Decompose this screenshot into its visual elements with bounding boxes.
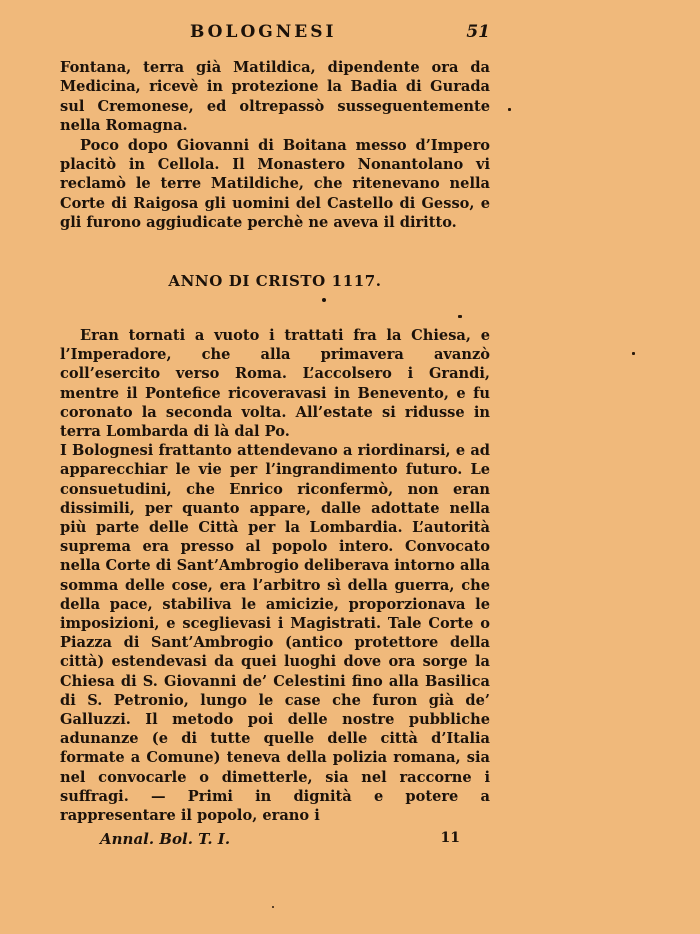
page-header: [60, 22, 490, 44]
ink-speck: [508, 108, 511, 111]
ink-speck: [632, 352, 635, 355]
page-footer: [100, 830, 460, 850]
signature-mark: Annal. Bol. T. I.: [100, 830, 231, 848]
text-block-bottom: [60, 326, 490, 825]
text-block-top: [60, 58, 490, 233]
paragraph: I Bolognesi frattanto attendevano a riordinarsi, e ad apparecchiar le vie per l’ingrandimento futuro. Le consuetudini, che Enrico riconfermò, non eran dissimili, per quanto appare, dalle adottate nella più parte delle Città per la Lombardia. L’autorità suprema era presso al popolo intero. Convocato nella Corte di Sant’Ambrogio deliberava intorno alla somma delle cose, era l’arbitro sì della guerra, che della pace, stabiliva le amicizie, proporzionava le imposizioni, e sceglievasi i Magistrati. Tale Corte o Piazza di Sant’Ambrogio (antico protettore della città) estendevasi da quei luoghi dove ora sorge la Chiesa di S. Giovanni de’ Celestini fino alla Basilica di S. Petronio, lungo le case che furon già de’ Galluzzi. Il metodo poi delle nostre pubbliche adunanze (e di tutte quelle delle città d’Italia formate a Comune) teneva della polizia romana, sia nel convocarle o dimetterle, sia nel raccorne i suffragi. — Primi in dignità e potere a rappresentare il popolo, erano i: [60, 442, 490, 825]
ornament-dot: [322, 298, 326, 302]
sheet-number: 11: [440, 830, 460, 846]
ink-speck: [458, 315, 462, 318]
paragraph: Poco dopo Giovanni di Boitana messo d’Impero placitò in Cellola. Il Monastero Nonantolano vi reclamò le terre Matildiche, che ritenevano nella Corte di Raigosa gli uomini del Castello di Gesso, e gli furono aggiudicate perchè ne aveva il diritto.: [60, 136, 490, 232]
page-number: 51: [466, 22, 490, 42]
paragraph: Fontana, terra già Matildica, dipendente ora da Medicina, ricevè in protezione la Badia di Gurada sul Cremonese, ed oltrepassò susseguentemente nella Romagna.: [60, 59, 490, 135]
paragraph: Eran tornati a vuoto i trattati fra la Chiesa, e l’Imperadore, che alla primavera avanzò coll’esercito verso Roma. L’accolsero i Grandi, mentre il Pontefice ricoveravasi in Benevento, e fu coronato la seconda volta. All’estate si ridusse in terra Lombarda di là dal Po.: [60, 327, 490, 441]
ink-speck: [272, 906, 274, 908]
section-heading: ANNO DI CRISTO 1117.: [168, 272, 382, 290]
running-head: BOLOGNESI: [190, 22, 337, 42]
